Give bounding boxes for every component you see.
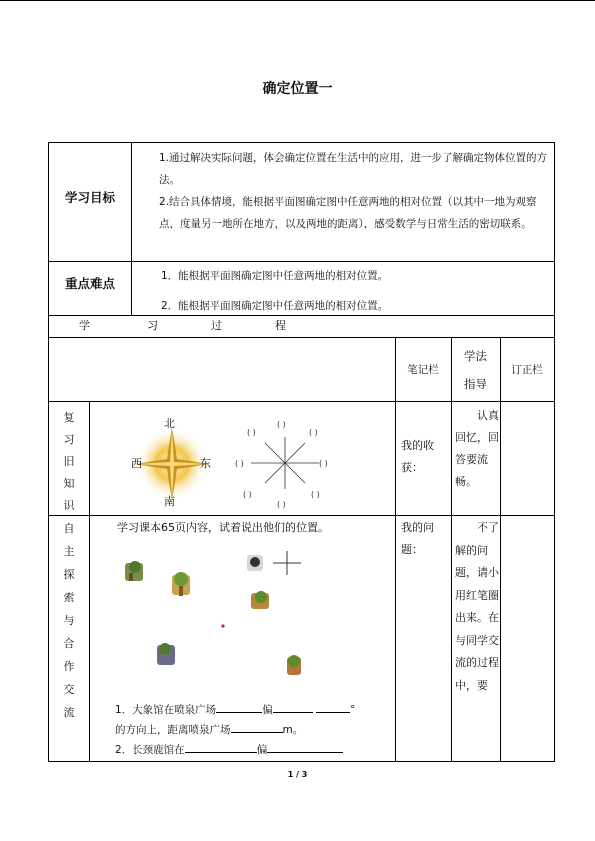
svg-text:( ): ( ): [277, 420, 286, 429]
corrections-column-header: 订正栏: [511, 364, 543, 376]
svg-text:( ): ( ): [247, 428, 256, 437]
goals-text-1: 1.通过解决实际问题，体会确定位置在生活中的应用，进一步了解确定物体位置的方法。: [159, 152, 548, 186]
svg-text:( ): ( ): [311, 490, 320, 499]
explore-guide-text: 不了解的问题，请小用红笔圈出来。在与同学交流的过程中，要: [455, 521, 499, 692]
svg-text:( ): ( ): [277, 500, 286, 509]
explore-label: 自 主 探 索 与 合 作 交 流: [63, 522, 75, 719]
compass-south: 南: [164, 495, 175, 508]
review-label: 复 习 旧 知 识: [63, 411, 75, 512]
goals-text-2: 2.结合具体情境，能根据平面图确定图中任意两地的相对位置（以其中一地为观察点，度量另一地所在地方，以及两地的距离），感受数学与日常生活的密切联系。: [159, 196, 537, 230]
explore-intro: 学习课本65页内容，试着说出他们的位置。: [117, 521, 329, 534]
page-number: 1 / 3: [287, 770, 308, 779]
question-2: 2．长颈鹿馆在 偏: [115, 739, 397, 761]
process-char-3: 过: [211, 319, 222, 332]
keypoints-text-1: 1．能根据平面图确定图中任意两地的相对位置。: [161, 270, 389, 282]
compass-west: 西: [131, 457, 142, 470]
eight-direction-blank-diagram: [231, 415, 339, 511]
method-column-header-1: 学法: [464, 349, 487, 363]
svg-text:( ): ( ): [243, 490, 252, 499]
keypoints-label: 重点难点: [64, 276, 115, 291]
review-guide-text: 认真回忆，回答要流畅。: [455, 409, 499, 488]
keypoints-text-2: 2．能根据平面图确定图中任意两地的相对位置。: [161, 300, 389, 312]
svg-text:( ): ( ): [235, 459, 244, 468]
page-title: 确定位置一: [262, 81, 333, 97]
compass-east: 东: [200, 457, 211, 470]
svg-text:( ): ( ): [319, 459, 328, 468]
top-rule: [0, 0, 595, 1]
worksheet-table: [48, 142, 555, 762]
svg-text:( ): ( ): [309, 428, 318, 437]
question-1-cont: 的方向上，距离喷泉广场 m。: [115, 719, 397, 741]
goals-label: 学习目标: [64, 190, 115, 205]
process-char-2: 习: [147, 319, 158, 332]
method-column-header-2: 指导: [464, 377, 487, 391]
notes-column-header: 笔记栏: [407, 364, 439, 376]
compass-north: 北: [164, 417, 175, 430]
process-char-1: 学: [79, 319, 90, 332]
process-char-4: 程: [275, 319, 286, 332]
review-notes-prompt: 我的收获：: [401, 439, 434, 474]
question-1: 1．大象馆在喷泉广场 偏 °: [115, 699, 397, 721]
explore-notes-prompt: 我的问题：: [401, 521, 434, 556]
